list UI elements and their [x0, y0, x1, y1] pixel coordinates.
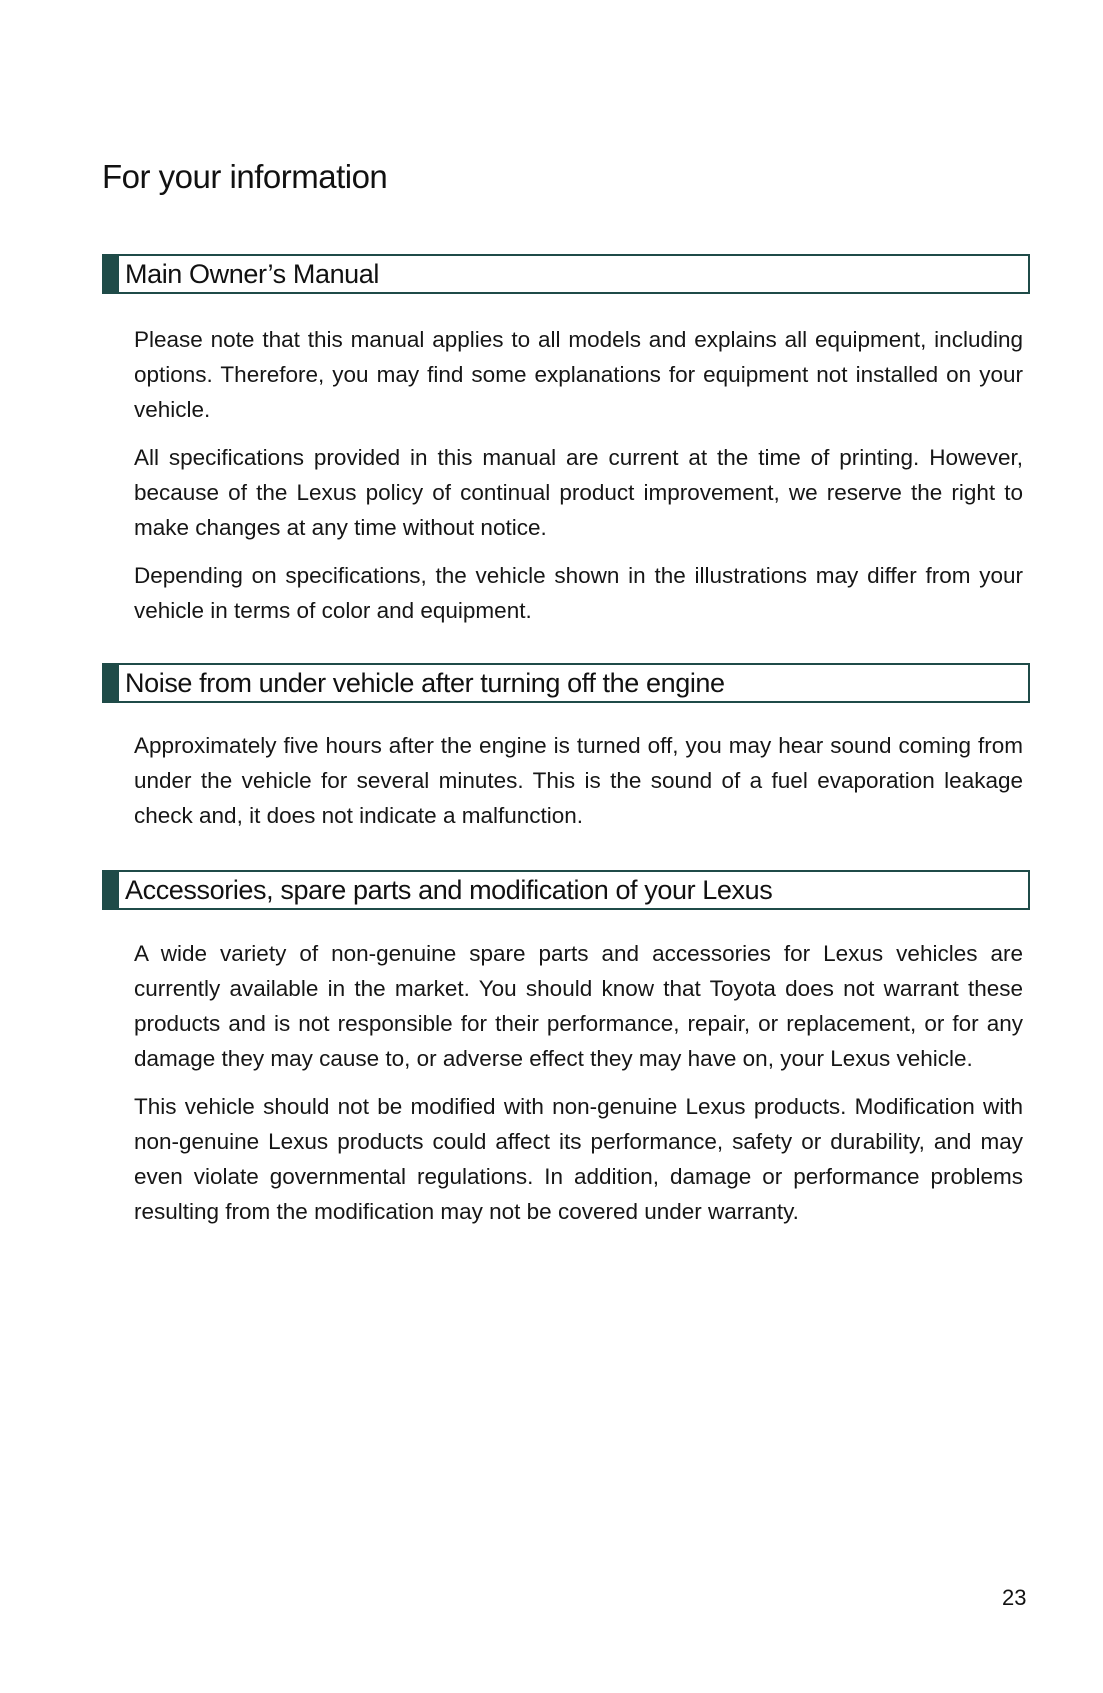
paragraph: Approximately five hours after the engine is turned off, you may hear sound coming from under the vehicle for several minutes. This is the sound of a fuel evaporation leakage check and, it does not indicate a malfunction.: [134, 733, 1023, 828]
paragraph: This vehicle should not be modified with non-genuine Lexus products. Modification with non-genuine Lexus products could affect its performance, safety or durability, and may even violate governmental regulations. In addition, damage or performance problems resulting from the modification may not be covered under warranty.: [134, 1094, 1023, 1224]
page-title: For your information: [102, 158, 388, 195]
section-header-noise-from-under-vehicle: [102, 663, 1030, 703]
paragraph: A wide variety of non-genuine spare parts and accessories for Lexus vehicles are currently available in the market. You should know that Toyota does not warrant these products and is not responsible for their performance, repair, or replacement, or for any damage they may cause to, or adverse effect they may have on, your Lexus vehicle.: [134, 941, 1023, 1071]
section-body-accessories-spare-parts: [134, 936, 1023, 1242]
section-heading: Noise from under vehicle after turning off the engine: [125, 668, 725, 698]
section-header-main-owners-manual: [102, 254, 1030, 294]
paragraph: Depending on specifications, the vehicle shown in the illustrations may differ from your vehicle in terms of color and equipment.: [134, 563, 1023, 623]
section-heading: Accessories, spare parts and modification of your Lexus: [125, 875, 773, 905]
section-body-noise-from-under-vehicle: [134, 728, 1023, 846]
section-heading: Main Owner’s Manual: [125, 259, 380, 289]
page-number: 23: [1002, 1585, 1027, 1610]
paragraph: Please note that this manual applies to all models and explains all equipment, including options. Therefore, you may find some explanations for equipment not installed on your vehicle.: [134, 327, 1023, 422]
paragraph: All specifications provided in this manual are current at the time of printing. However, because of the Lexus policy of continual product improvement, we reserve the right to make changes at any time without notice.: [134, 445, 1023, 540]
section-body-main-owners-manual: [134, 322, 1023, 641]
section-header-accessories-spare-parts: [102, 870, 1030, 910]
